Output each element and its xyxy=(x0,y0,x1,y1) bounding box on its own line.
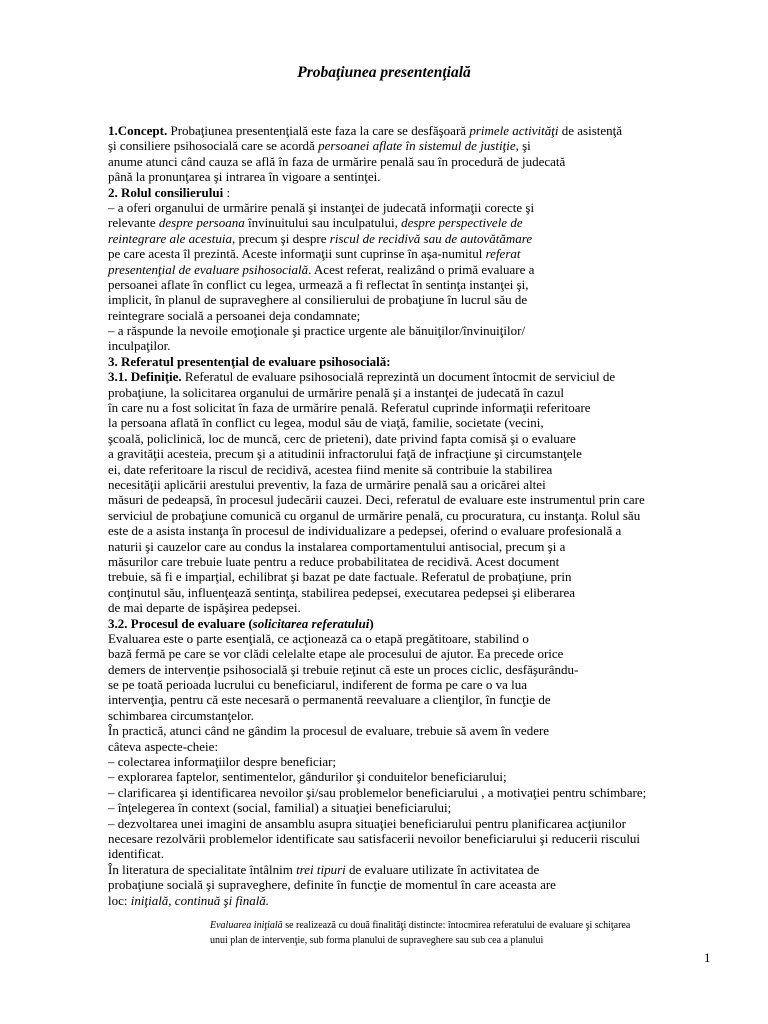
text-line xyxy=(108,846,708,861)
text-run: trei tipuri xyxy=(296,861,346,877)
text-run: reintegrare socială a persoanei deja condamnate; xyxy=(108,307,361,323)
text-line xyxy=(108,631,708,646)
text-line xyxy=(108,646,708,661)
text-run: pe care acesta îl prezintă. Aceste informaţii sunt cuprinse în aşa-numitul xyxy=(108,246,486,262)
text-line xyxy=(108,569,708,584)
text-line xyxy=(108,585,708,600)
text-line xyxy=(108,816,708,831)
text-line xyxy=(108,400,708,415)
text-run: de mai departe de ispăşirea pedepsei. xyxy=(108,600,301,616)
text-run: : xyxy=(223,184,231,200)
text-run: intervenţia, pentru că este necesară o permanentă reevaluare a clienţilor, în funcţie de xyxy=(108,692,551,708)
text-line xyxy=(108,262,708,277)
text-run: – a răspunde la nevoile emoţionale şi practice urgente ale bănuiţilor/învinuiţilor/ xyxy=(108,323,526,339)
text-run: 2. Rolul consilierului xyxy=(108,184,224,200)
text-run: şi consiliere psihosocială care se acordă xyxy=(108,138,319,154)
text-line xyxy=(108,462,708,477)
text-run: serviciul de probaţiune comunică cu organul de urmărire penală, cu procuratura, cu instanţa. Rolul său xyxy=(108,507,641,523)
text-run: se pe toată perioada lucrului cu beneficiarul, indiferent de forma pe care o va lua xyxy=(108,677,528,693)
text-run: despre persoana xyxy=(158,215,245,231)
text-run: unui plan de intervenţie, sub forma planului de supraveghere sau sub cea a planului xyxy=(210,935,544,947)
text-run: relevante xyxy=(108,215,159,231)
text-line xyxy=(108,215,708,230)
body-text xyxy=(108,123,708,908)
text-run: persoanei aflate în conflict cu legea, urmează a fi reflectat în sentinţa instanţei şi, xyxy=(108,276,529,292)
text-line xyxy=(108,415,708,430)
text-line xyxy=(108,554,708,569)
text-line xyxy=(108,677,708,692)
text-line xyxy=(108,708,708,723)
text-line xyxy=(108,292,708,307)
text-line xyxy=(108,169,708,184)
text-run: necesităţii aplicării arestului preventiv, la faza de urmărire penală sau a oricărei altei xyxy=(108,476,546,492)
text-run: implicit, în planul de supraveghere al consilierului de probaţiune în lucrul său de xyxy=(108,292,528,308)
text-run: schimbarea circumstanţelor. xyxy=(108,707,254,723)
text-run: 1.Concept. xyxy=(108,123,168,138)
text-line xyxy=(108,739,708,754)
text-run: iniţială, continuă şi finală. xyxy=(130,892,270,908)
text-run: – clarificarea şi identificarea nevoilor şi/sau problemelor beneficiarului , a motivaţiei pentru schimbare; xyxy=(108,784,647,800)
text-line xyxy=(108,800,708,815)
text-run: şcoală, policlinică, loc de muncă, cerc de prieteni), date privind fapta comisă şi o evaluare xyxy=(108,430,576,446)
text-run: inculpaţilor. xyxy=(108,338,171,354)
text-run: 3.1. Definiţie. xyxy=(108,369,182,385)
text-line xyxy=(108,200,708,215)
text-run: Referatul de evaluare psihosocială reprezintă un document întocmit de serviciul de xyxy=(181,369,616,385)
text-run: probaţiune, la solicitarea organului de urmărire penală şi a instanţei de judecată în cazul xyxy=(108,384,565,400)
text-run: – colectarea informaţiilor despre beneficiar; xyxy=(108,754,337,770)
text-run: În practică, atunci când ne gândim la procesul de evaluare, trebuie să avem în vedere xyxy=(108,723,550,739)
text-line xyxy=(108,138,708,153)
text-line xyxy=(108,769,708,784)
text-run: reintegrare ale acestuia xyxy=(108,230,232,246)
text-line xyxy=(108,662,708,677)
text-run: ) xyxy=(369,615,374,631)
text-line xyxy=(108,338,708,353)
text-line xyxy=(108,431,708,446)
text-run: presentenţial de evaluare psihosocială xyxy=(108,261,309,277)
text-line xyxy=(108,877,708,892)
text-run: a gravităţii acesteia, precum şi a atitudinii infractorului faţă de infracţiune şi circumstanţele xyxy=(108,446,582,462)
text-run: anume atunci când cauza se află în faza de urmărire penală sau în procedură de judecată xyxy=(108,153,566,169)
text-line xyxy=(108,446,708,461)
text-line xyxy=(108,323,708,338)
text-line xyxy=(108,246,708,261)
text-run: primele activităţi xyxy=(469,123,559,138)
text-run: câteva aspecte-cheie: xyxy=(108,738,219,754)
text-line xyxy=(108,723,708,738)
text-run: . Acest referat, realizând o primă evaluare a xyxy=(308,261,535,277)
footnote-line xyxy=(210,935,740,950)
text-line xyxy=(108,369,708,384)
text-run: persoanei aflate în sistemul de justiţie xyxy=(318,138,516,154)
text-run: Evaluarea iniţială xyxy=(210,920,283,931)
text-line xyxy=(108,492,708,507)
page-number: 1 xyxy=(704,950,711,965)
text-run: identificat. xyxy=(108,846,164,862)
text-line xyxy=(108,277,708,292)
text-run: măsurilor care trebuie luate pentru a reduce probabilitatea de recidivă. Acest document xyxy=(108,553,560,569)
text-line xyxy=(108,600,708,615)
text-run: 3.2. Procesul de evaluare ( xyxy=(108,615,253,631)
text-line xyxy=(108,523,708,538)
text-run: ei, date referitoare la riscul de recidivă, acestea fiind menite să contribuie la stabilirea xyxy=(108,461,553,477)
text-run: la persoana aflată în conflict cu legea, modul său de viaţă, familie, societate (vecini, xyxy=(108,415,544,431)
text-run: se realizează cu două finalităţi distincte: întocmirea referatului de evaluare şi schiţarea xyxy=(282,920,631,931)
text-line xyxy=(108,123,708,138)
footnote-line xyxy=(210,920,740,935)
text-run: referat xyxy=(485,246,521,262)
text-run: bază fermă pe care se vor clădi celelalte etape ale procesului de ajutor. Ea precede orice xyxy=(108,646,564,662)
text-run: Probaţiunea presentenţială este faza la care se desfăşoară xyxy=(167,123,470,138)
text-line xyxy=(108,231,708,246)
text-run: trebuie, să fi e imparţial, echilibrat şi bazat pe date factuale. Referatul de probaţiune, prin xyxy=(108,569,572,585)
text-line xyxy=(108,539,708,554)
text-run: despre perspectivele de xyxy=(401,215,523,231)
text-run: riscul de recidivă sau de autovătămare xyxy=(329,230,533,246)
text-run: , precum şi despre xyxy=(231,230,330,246)
text-line xyxy=(108,154,708,169)
text-line xyxy=(108,692,708,707)
text-line xyxy=(108,785,708,800)
text-run: până la pronunţarea şi intrarea în vigoare a sentinţei. xyxy=(108,169,381,185)
text-run: este de a asista instanţa în procesul de individualizare a pedepsei, oferind o evaluare profesională a xyxy=(108,523,622,539)
text-run: – a oferi organului de urmărire penală şi instanţei de judecată informaţii corecte şi xyxy=(108,199,535,215)
text-line xyxy=(108,508,708,523)
text-line xyxy=(108,308,708,323)
text-run: de evaluare utilizate în activitatea de xyxy=(345,861,540,877)
text-run: , şi xyxy=(515,138,531,154)
text-run: 3. Referatul presentenţial de evaluare psihosocială: xyxy=(108,353,391,369)
text-line xyxy=(108,862,708,877)
text-run: naturii şi cauzelor care au condus la instalarea comportamentului antisocial, precum şi a xyxy=(108,538,566,554)
text-run: Evaluarea este o parte esenţială, ce acţionează ca o etapă pregătitoare, stabilind o xyxy=(108,630,529,646)
text-line xyxy=(108,893,708,908)
text-run: conţinutul său, influenţează sentinţa, stabilirea pedepsei, executarea pedepsei şi eliberarea xyxy=(108,584,576,600)
text-run: – explorarea faptelor, sentimentelor, gândurilor şi conduitelor beneficiarului; xyxy=(108,769,507,785)
text-run: de asistenţă xyxy=(558,123,623,138)
text-run: demers de intervenţie psihosocială şi trebuie reţinut că este un proces ciclic, desfăşurându- xyxy=(108,661,579,677)
text-run: măsuri de pedeapsă, în procesul judecării cauzei. Deci, referatul de evaluare este instrumentul prin care xyxy=(108,492,645,508)
text-line xyxy=(108,385,708,400)
text-line xyxy=(108,185,708,200)
page-title: Probaţiunea presentenţială xyxy=(297,64,471,81)
text-run: – dezvoltarea unei imagini de ansamblu asupra situaţiei beneficiarului pentru planificarea acţiunilor xyxy=(108,815,626,831)
text-run: În literatura de specialitate întâlnim xyxy=(108,861,297,877)
footnote xyxy=(210,920,740,951)
text-line xyxy=(108,354,708,369)
text-run: învinuitului sau inculpatului, xyxy=(244,215,402,231)
text-run: în care nu a fost solicitat în faza de urmărire penală. Referatul cuprinde informaţii referitoare xyxy=(108,400,591,416)
text-run: – înţelegerea în context (social, familial) a situaţiei beneficiarului; xyxy=(108,800,452,816)
text-line xyxy=(108,616,708,631)
text-run: loc: xyxy=(108,892,131,908)
text-line xyxy=(108,477,708,492)
text-line xyxy=(108,754,708,769)
text-run: necesare rezolvării problemelor identificate sau satisfacerii nevoilor beneficiarului şi reducerii riscului xyxy=(108,830,641,846)
text-run: solicitarea referatului xyxy=(252,615,370,631)
text-line xyxy=(108,831,708,846)
text-run: probaţiune socială şi supraveghere, definite în funcţie de momentul în care aceasta are xyxy=(108,877,556,893)
